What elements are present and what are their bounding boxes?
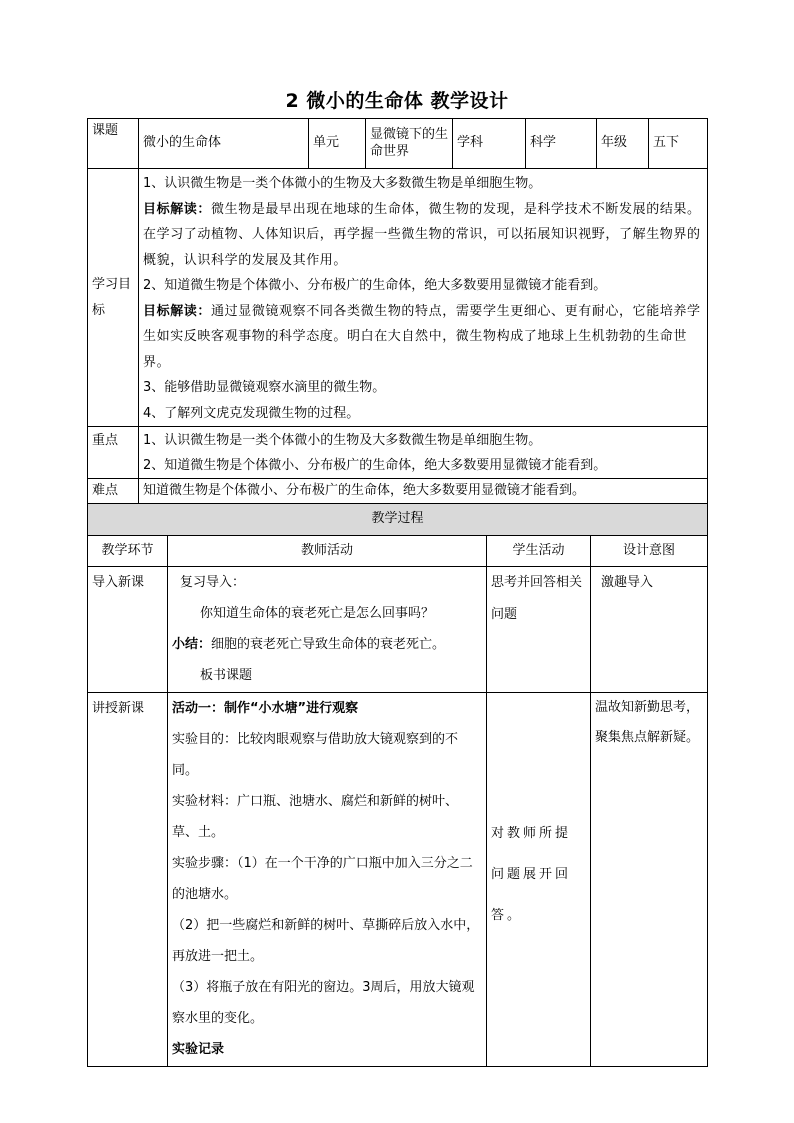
objective-2: 2、知道微生物是个体微小、分布极广的生命体，绝大多数要用显微镜才能看到。 bbox=[143, 278, 607, 293]
subject-name: 科学 bbox=[526, 119, 597, 169]
label-subject: 学科 bbox=[453, 119, 526, 169]
key-point-1: 1、认识微生物是一类个体微小的生物及大多数微生物是单细胞生物。 bbox=[143, 433, 542, 448]
key-point-2: 2、知道微生物是个体微小、分布极广的生命体，绝大多数要用显微镜才能看到。 bbox=[143, 458, 607, 473]
label-key-points: 重点 bbox=[88, 427, 139, 479]
label-difficulty: 难点 bbox=[88, 479, 139, 505]
intro-line1: 复习导入： bbox=[180, 575, 246, 590]
summary-text: 细胞的衰老死亡导致生命体的衰老死亡。 bbox=[211, 637, 446, 652]
col-teacher: 教师活动 bbox=[168, 536, 487, 567]
process-heading: 教学过程 bbox=[88, 504, 708, 536]
teacher-intro bbox=[168, 567, 487, 693]
intro-line4: 板书课题 bbox=[200, 668, 253, 683]
label-objectives: 学习目标 bbox=[88, 169, 139, 427]
experiment-materials: 实验材料：广口瓶、池塘水、腐烂和新鲜的树叶、草、土。 bbox=[172, 794, 459, 840]
stage-intro: 导入新课 bbox=[88, 567, 168, 693]
objectives-content bbox=[139, 169, 708, 427]
experiment-record: 实验记录 bbox=[172, 1042, 225, 1057]
note-text: 通过显微镜观察不同各类微生物的特点，需要学生更细心、更有耐心，它能培养学生如实反映客观事物的科学态度。明白在大自然中，微生物构成了地球上生机勃勃的生命世界。 bbox=[143, 303, 701, 370]
intent-intro: 激趣导入 bbox=[591, 567, 708, 693]
label-grade: 年级 bbox=[597, 119, 649, 169]
objective-4: 4、了解列文虎克发现微生物的过程。 bbox=[143, 405, 360, 421]
summary-label: 小结： bbox=[172, 637, 212, 652]
col-intent: 设计意图 bbox=[591, 536, 708, 567]
objective-3: 3、能够借助显微镜观察水滴里的微生物。 bbox=[143, 380, 386, 395]
document-title: 2 微小的生命体 教学设计 bbox=[285, 90, 509, 112]
difficulty-content: 知道微生物是个体微小、分布极广的生命体，绝大多数要用显微镜才能看到。 bbox=[139, 479, 708, 505]
objective-note-2 bbox=[143, 299, 703, 376]
student-new: 对教师所提问题展开回答。 bbox=[487, 693, 591, 1067]
student-intro: 思考并回答相关问题 bbox=[487, 567, 591, 693]
lesson-name: 微小的生命体 bbox=[139, 119, 309, 169]
label-unit: 单元 bbox=[309, 119, 366, 169]
info-table bbox=[87, 118, 708, 505]
experiment-purpose: 实验目的：比较肉眼观察与借助放大镜观察到的不同。 bbox=[172, 732, 459, 778]
col-student: 学生活动 bbox=[487, 536, 591, 567]
note-label: 目标解读： bbox=[143, 303, 212, 319]
activity-title: 活动一：制作“小水塘”进行观察 bbox=[172, 701, 359, 716]
col-stage: 教学环节 bbox=[88, 536, 168, 567]
grade-name: 五下 bbox=[649, 119, 708, 169]
unit-name: 显微镜下的生命世界 bbox=[366, 119, 453, 169]
note-label: 目标解读： bbox=[143, 201, 212, 217]
objective-1: 1、认识微生物是一类个体微小的生物及大多数微生物是单细胞生物。 bbox=[143, 176, 542, 191]
intent-new: 温故知新勤思考，聚集焦点解新疑。 bbox=[591, 693, 708, 1067]
experiment-step-1: 实验步骤：（1）在一个干净的广口瓶中加入三分之二的池塘水。 bbox=[172, 856, 473, 902]
experiment-step-2: （2）把一些腐烂和新鲜的树叶、草撕碎后放入水中，再放进一把土。 bbox=[172, 918, 480, 964]
objective-note-1 bbox=[143, 197, 703, 274]
key-points-content bbox=[139, 427, 708, 479]
experiment-step-3: （3）将瓶子放在有阳光的窗边。3周后，用放大镜观察水里的变化。 bbox=[172, 980, 475, 1026]
note-text: 微生物是最早出现在地球的生命体，微生物的发现，是科学技术不断发展的结果。在学习了动植物、人体知识后，再学握一些微生物的常识，可以拓展知识视野，了解生物界的概貌，认识科学的发展及其作用。 bbox=[143, 201, 701, 268]
intro-line2: 你知道生命体的衰老死亡是怎么回事吗？ bbox=[200, 606, 435, 621]
label-lesson: 课题 bbox=[88, 119, 139, 169]
stage-new: 讲授新课 bbox=[88, 693, 168, 1067]
teacher-new bbox=[168, 693, 487, 1067]
process-table bbox=[87, 503, 708, 1067]
